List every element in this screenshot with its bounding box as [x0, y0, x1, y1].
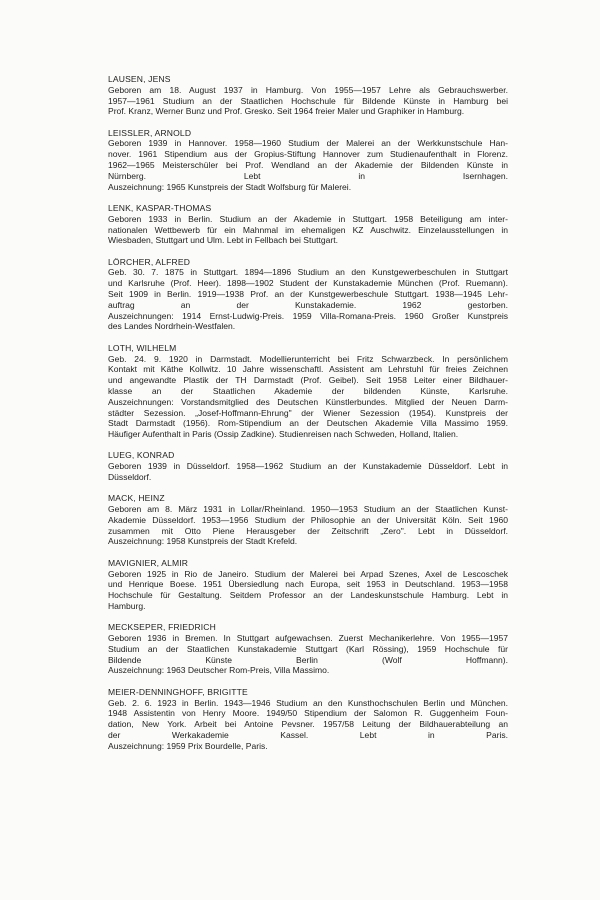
artist-name: LÖRCHER, ALFRED	[108, 256, 191, 267]
biography-line: klasse an der Staatlichen Akademie der bildenden Künste, Karlsruhe.	[108, 385, 508, 396]
biography-line: Geb. 24. 9. 1920 in Darmstadt. Modellierunterricht bei Fritz Schwarzbeck. In persönlichem	[108, 353, 508, 364]
biography-line: Studium an der Staatlichen Kunstakademie Stuttgart (Karl Rössing), 1959 Hochschule für	[108, 643, 508, 654]
biography-line: Auszeichnungen: Vorstandsmitglied des Deutschen Künstlerbundes. Mitglied der Neuen Darm-	[108, 396, 508, 407]
biography-line: Auszeichnung: 1959 Prix Bourdelle, Paris.	[108, 740, 268, 751]
biography-line: Häufiger Aufenthalt in Paris (Ossip Zadkine). Studienreisen nach Schweden, Holland, Italien.	[108, 429, 459, 440]
artist-name: MECKSEPER, FRIEDRICH	[108, 622, 216, 633]
biography-line: Düsseldorf.	[108, 472, 152, 482]
artist-entry	[108, 622, 508, 676]
artist-name: LAUSEN, JENS	[108, 74, 171, 84]
biography-line: Geboren 1925 in Rio de Janeiro. Studium der Malerei bei Arpad Szenes, Axel de Lescoschek	[108, 568, 508, 579]
biography-line: Prof. Kranz, Werner Bunz und Prof. Gresko. Seit 1964 freier Maler und Graphiker in Hamburg.	[108, 106, 465, 117]
biography-line: 1962—1965 Meisterschüler bei Prof. Wendland an der Akademie der Bildenden Künste in	[108, 160, 508, 171]
biography-line: Wiesbaden, Stuttgart und Ulm. Lebt in Fellbach bei Stuttgart.	[108, 235, 338, 246]
artist-name: LUEG, KONRAD	[108, 450, 175, 461]
biography-line: der Werkakademie Kassel. Lebt in Paris.	[108, 729, 508, 740]
biography-line: Hamburg.	[108, 600, 146, 611]
artist-entry	[108, 128, 508, 193]
biography-line: Geboren 1939 in Hannover. 1958—1960 Studium der Malerei an der Werkkunstschule Han-	[108, 138, 508, 149]
biography-line: auftrag an der Kunstakademie. 1962 gestorben.	[108, 299, 508, 310]
biography-line: Geboren am 18. August 1937 in Hamburg. Von 1955—1957 Lehre als Gebrauchswerber.	[108, 84, 508, 95]
biography-line: dation, New York. Arbeit bei Antoine Pevsner. 1957/58 Leitung der Bildhauerabteilung an	[108, 719, 508, 730]
artist-entry	[108, 343, 508, 440]
biography-line: zusammen mit Otto Piene Herausgeber der Zeitschrift „Zero". Lebt in Düsseldorf.	[108, 525, 508, 536]
artist-name: MAVIGNIER, ALMIR	[108, 557, 189, 568]
biography-line: und angewandte Plastik der TH Darmstadt (Prof. Geibel). Seit 1958 Leiter einer Bildhauer-	[108, 375, 508, 386]
biography-line: und Henrique Boese. 1951 Übersiedlung nach Europa, seit 1953 in Deutschland. 1953—1958	[108, 579, 508, 590]
biography-line: Geboren am 8. März 1931 in Lollar/Rheinland. 1950—1953 Studium an der Staatlichen Kunst-	[108, 504, 508, 515]
biography-line: Nürnberg. Lebt in Isernhagen.	[108, 170, 508, 181]
biography-line: nationalen Wettbewerb für ein Mahnmal im ehemaligen KZ Auschwitz. Einzelausstellungen in	[108, 224, 508, 235]
biography-line: Akademie Düsseldorf. 1953—1956 Studium der Philosophie an der Universität Köln. Seit 1960	[108, 514, 508, 525]
biography-line: städter Sezession. „Josef-Hoffmann-Ehrung" der Wiener Sezession (1954). Kunstpreis der	[108, 407, 508, 418]
biography-line: Hochschule für Gestaltung. Seitdem Professor an der Landeskunstschule Hamburg. Lebt in	[108, 590, 508, 601]
biography-line: Geboren 1939 in Düsseldorf. 1958—1962 Studium an der Kunstakademie Düsseldorf. Lebt in	[108, 461, 508, 472]
biography-line: Auszeichnung: 1958 Kunstpreis der Stadt Krefeld.	[108, 536, 298, 547]
biography-line: Auszeichnungen: 1914 Ernst-Ludwig-Preis. 1959 Villa-Romana-Preis. 1960 Großer Kunstpreis	[108, 310, 508, 321]
biography-line: Stadt Darmstadt (1956). Rom-Stipendium an der Deutschen Akademie Villa Massimo 1959.	[108, 418, 508, 429]
biography-line: nover. 1961 Stipendium aus der Gropius-Stiftung Hannover zum Studienaufenthalt in Florenz.	[108, 149, 508, 160]
artist-entry	[108, 203, 508, 246]
biography-line: des Landes Nordrhein-Westfalen.	[108, 321, 236, 332]
artist-entry	[108, 74, 508, 117]
artist-entry	[108, 558, 508, 612]
biography-line: Kontakt mit Käthe Kollwitz. 10 Jahre wissenschaftl. Assistent am Lehrstuhl für freies Zeichnen	[108, 364, 508, 375]
biography-line: Geboren 1936 in Bremen. In Stuttgart aufgewachsen. Zuerst Mechanikerlehre. Von 1955—1957	[108, 633, 508, 644]
biography-line: Seit 1909 in Berlin. 1919—1938 Prof. an der Kunstgewerbeschule Stuttgart. 1938—1945 Lehr-	[108, 289, 508, 300]
biography-line: Geb. 2. 6. 1923 in Berlin. 1943—1946 Studium an den Kunsthochschulen Berlin und München.	[108, 697, 508, 708]
biography-line: Auszeichnung: 1965 Kunstpreis der Stadt Wolfsburg für Malerei.	[108, 181, 352, 192]
biography-line: und Karlsruhe (Prof. Heer). 1898—1902 Student der Kunstakademie München (Prof. Ruemann).	[108, 278, 508, 289]
artist-name: MACK, HEINZ	[108, 493, 165, 504]
artist-biographies	[108, 74, 508, 762]
artist-entry	[108, 257, 508, 333]
artist-name: MEIER-DENNINGHOFF, BRIGITTE	[108, 686, 248, 697]
artist-entry	[108, 493, 508, 547]
artist-name: LENK, KASPAR-THOMAS	[108, 202, 212, 213]
biography-line: 1957—1961 Studium an der Staatlichen Hochschule für Bildende Künste in Hamburg bei	[108, 95, 508, 106]
biography-line: Geb. 30. 7. 1875 in Stuttgart. 1894—1896 Studium an den Kunstgewerbeschulen in Stuttgart	[108, 267, 508, 278]
artist-entry	[108, 687, 508, 752]
biography-line: Geboren 1933 in Berlin. Studium an der Akademie in Stuttgart. 1958 Beteiligung am inter-	[108, 213, 508, 224]
biography-line: 1948 Assistentin von Henry Moore. 1949/50 Stipendium der Salomon R. Guggenheim Foun-	[108, 708, 508, 719]
biography-line: Auszeichnung: 1963 Deutscher Rom-Preis, Villa Massimo.	[108, 665, 330, 676]
artist-name: LEISSLER, ARNOLD	[108, 127, 192, 138]
artist-name: LOTH, WILHELM	[108, 342, 177, 353]
biography-line: Bildende Künste Berlin (Wolf Hoffmann).	[108, 654, 508, 665]
artist-entry	[108, 450, 508, 482]
